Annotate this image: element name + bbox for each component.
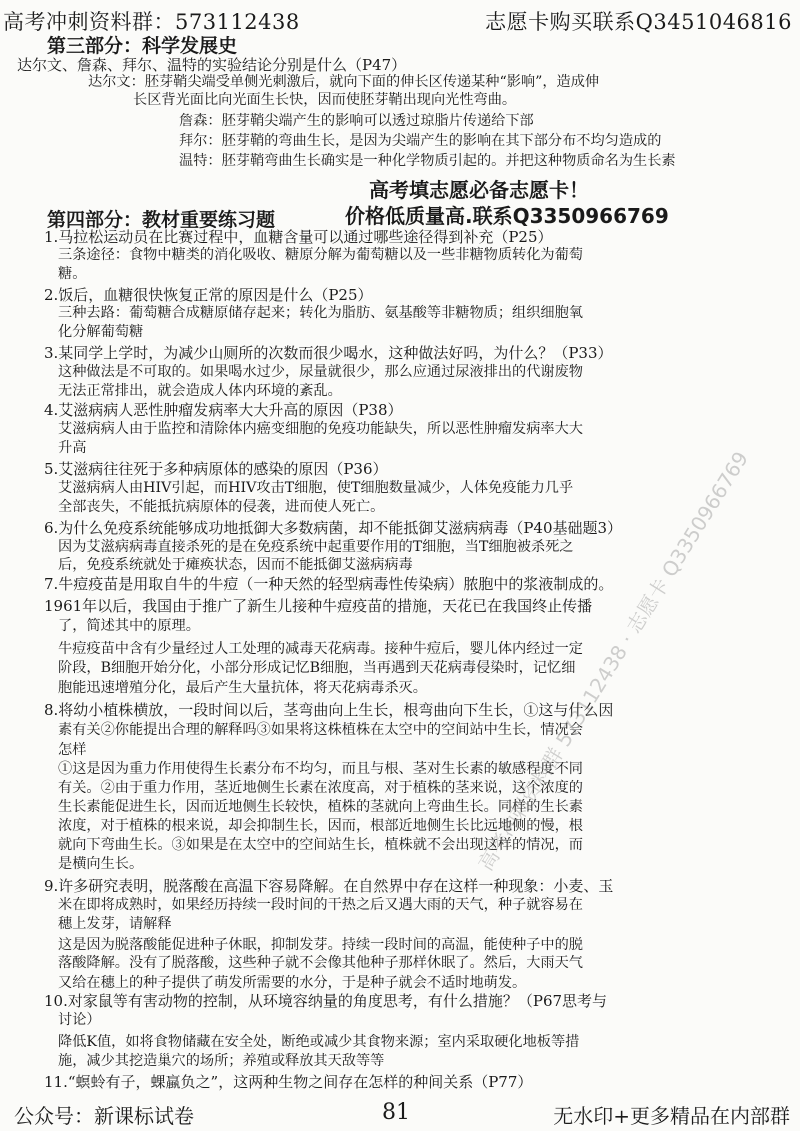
question-line: 1961年以后，我国由于推广了新生儿接种牛痘疫苗的措施，天花已在我国终止传播	[44, 597, 593, 615]
question-line: 10.对家鼠等有害动物的控制，从环境容纳量的角度思考，有什么措施？（P67思考与	[44, 992, 608, 1010]
footer-promo: 无水印+更多精品在内部群	[553, 1104, 790, 1128]
answer-line: 这是因为脱落酸能促进种子休眠，抑制发芽。持续一段时间的高温，能使种子中的脱	[58, 937, 583, 953]
answer-line: ①这是因为重力作用使得生长素分布不均匀，而且与根、茎对生长素的敏感程度不同	[58, 761, 583, 777]
paal-conclusion: 拜尔：胚芽鞘的弯曲生长，是因为尖端产生的影响在其下部分布不均匀造成的	[179, 133, 662, 149]
question-line: 5.艾滋病往往死于多种病原体的感染的原因（P36）	[44, 460, 388, 478]
question-line: 9.许多研究表明，脱落酸在高温下容易降解。在自然界中存在这样一种现象：小麦、玉	[44, 877, 614, 895]
question-line: 4.艾滋病病人恶性肿瘤发病率大大升高的原因（P38）	[44, 401, 403, 419]
answer-line: 讨论）	[58, 1012, 101, 1028]
answer-line: 无法正常排出，就会造成人体内环境的紊乱。	[58, 383, 342, 399]
footer-public-account: 公众号：新课标试卷	[14, 1104, 194, 1128]
section4-title: 第四部分：教材重要练习题	[47, 209, 276, 231]
question-line: 7.牛痘疫苗是用取自牛的牛痘（一种天然的轻型病毒性传染病）脓胞中的浆液制成的。	[44, 575, 614, 593]
answer-line: 后，免疫系统就处于瘫痪状态，因而不能抵御艾滋病病毒	[58, 557, 413, 573]
header-group-info: 高考冲刺资料群：573112438	[3, 10, 300, 34]
answer-line: 三条途径：食物中糖类的消化吸收、糖原分解为葡萄糖以及一些非糖物质转化为葡萄	[58, 247, 583, 263]
answer-line: 就向下弯曲生长。③如果是在太空中的空间站生长，植株就不会出现这样的情况，而	[58, 837, 583, 853]
answer-line: 施，减少其挖造巢穴的场所；养殖或释放其天敌等等	[58, 1053, 385, 1069]
answer-line: 升高	[58, 440, 87, 456]
question-line: 2.饭后，血糖很快恢复正常的原因是什么（P25）	[44, 286, 373, 304]
went-conclusion: 温特：胚芽鞘弯曲生长确实是一种化学物质引起的。并把这种物质命名为生长素	[179, 153, 676, 169]
answer-line: 素有关②你能提出合理的解释吗③如果将这株植株在太空中的空间站中生长，情况会	[58, 722, 583, 738]
jensen-conclusion: 詹森：胚芽鞘尖端产生的影响可以透过琼脂片传递给下部	[179, 113, 534, 129]
question-line: 1.马拉松运动员在比赛过程中，血糖含量可以通过哪些途径得到补充（P25）	[44, 228, 553, 246]
answer-line: 是横向生长。	[58, 856, 144, 872]
page-number: 81	[382, 1100, 410, 1125]
answer-line: 有关。②由于重力作用，茎近地侧生长素在浓度高，对于植株的茎来说，这个浓度的	[58, 780, 583, 796]
answer-line: 生长素能促进生长，因而近地侧生长较快，植株的茎就向上弯曲生长。同样的生长素	[58, 799, 583, 815]
answer-line: 艾滋病病人由HIV引起，而HIV攻击T细胞，使T细胞数量减少，人体免疫能力几乎	[58, 480, 574, 496]
answer-line: 又给在穗上的种子提供了萌发所需要的水分，于是种子就会不适时地萌发。	[58, 975, 527, 991]
answer-line: 了，简述其中的原理。	[58, 618, 200, 634]
darwin-conclusion-1: 达尔文：胚芽鞘尖端受单侧光刺激后，就向下面的伸长区传递某种“影响”，造成伸	[88, 74, 600, 90]
ad-line-1: 高考填志愿必备志愿卡！	[369, 178, 589, 202]
answer-line: 牛痘疫苗中含有少量经过人工处理的减毒天花病毒。接种牛痘后，婴儿体内经过一定	[58, 641, 583, 657]
question-line: 11.“螟蛉有子，蜾蠃负之”，这两种生物之间存在怎样的种间关系（P77）	[44, 1073, 533, 1091]
question-line: 6.为什么免疫系统能够成功地抵御大多数病菌，却不能抵御艾滋病病毒（P40基础题3）	[44, 519, 623, 537]
answer-line: 浓度，对于植株的根来说，却会抑制生长，因而，根部近地侧生长比远地侧的慢，根	[58, 818, 583, 834]
answer-line: 艾滋病病人由于监控和清除体内癌变细胞的免疫功能缺失，所以恶性肿瘤发病率大大	[58, 421, 583, 437]
answer-line: 降低K值，如将食物储藏在安全处，断绝或减少其食物来源；室内采取硬化地板等措	[58, 1034, 580, 1050]
section3-question: 达尔文、詹森、拜尔、温特的实验结论分别是什么（P47）	[17, 56, 407, 74]
diagonal-watermark: 高考冲刺资料群 573112438 · 志愿卡 Q3350966769	[473, 447, 754, 875]
answer-line: 落酸降解。没有了脱落酸，这些种子就不会像其他种子那样休眠了。然后，大雨天气	[58, 955, 583, 971]
answer-line: 胞能迅速增殖分化，最后产生大量抗体，将天花病毒杀灭。	[58, 680, 427, 696]
answer-line: 这种做法是不可取的。如果喝水过少，尿量就很少，那么应通过尿液排出的代谢废物	[58, 364, 583, 380]
darwin-conclusion-2: 长区背光面比向光面生长快，因而使胚芽鞘出现向光性弯曲。	[133, 92, 517, 108]
question-line: 8.将幼小植株横放，一段时间以后，茎弯曲向上生长，根弯曲向下生长，①这与什么因	[44, 701, 614, 719]
answer-line: 三种去路：葡萄糖合成糖原储存起来；转化为脂肪、氨基酸等非糖物质；组织细胞氧	[58, 305, 583, 321]
ad-line-2: 价格低质量高.联系Q3350966769	[345, 204, 669, 228]
answer-line: 全部丧失，不能抵抗病原体的侵袭，进而使人死亡。	[58, 499, 385, 515]
question-line: 3.某同学上学时，为减少山厕所的次数而很少喝水，这种做法好吗，为什么？（P33）	[44, 344, 613, 362]
answer-line: 怎样	[58, 742, 87, 758]
answer-line: 因为艾滋病病毒直接杀死的是在免疫系统中起重要作用的T细胞，当T细胞被杀死之	[58, 539, 574, 555]
header-contact-info: 志愿卡购买联系Q3451046816	[485, 10, 792, 34]
answer-line: 化分解葡萄糖	[58, 324, 144, 340]
answer-line: 阶段，B细胞开始分化，小部分形成记忆B细胞，当再遇到天花病毒侵染时，记忆细	[58, 660, 576, 676]
section3-title: 第三部分：科学发展史	[47, 35, 238, 57]
answer-line: 穗上发芽，请解释	[58, 916, 172, 932]
answer-line: 糖。	[58, 266, 87, 282]
answer-line: 米在即将成熟时，如果经历持续一段时间的干热之后又遇大雨的天气，种子就容易在	[58, 897, 583, 913]
